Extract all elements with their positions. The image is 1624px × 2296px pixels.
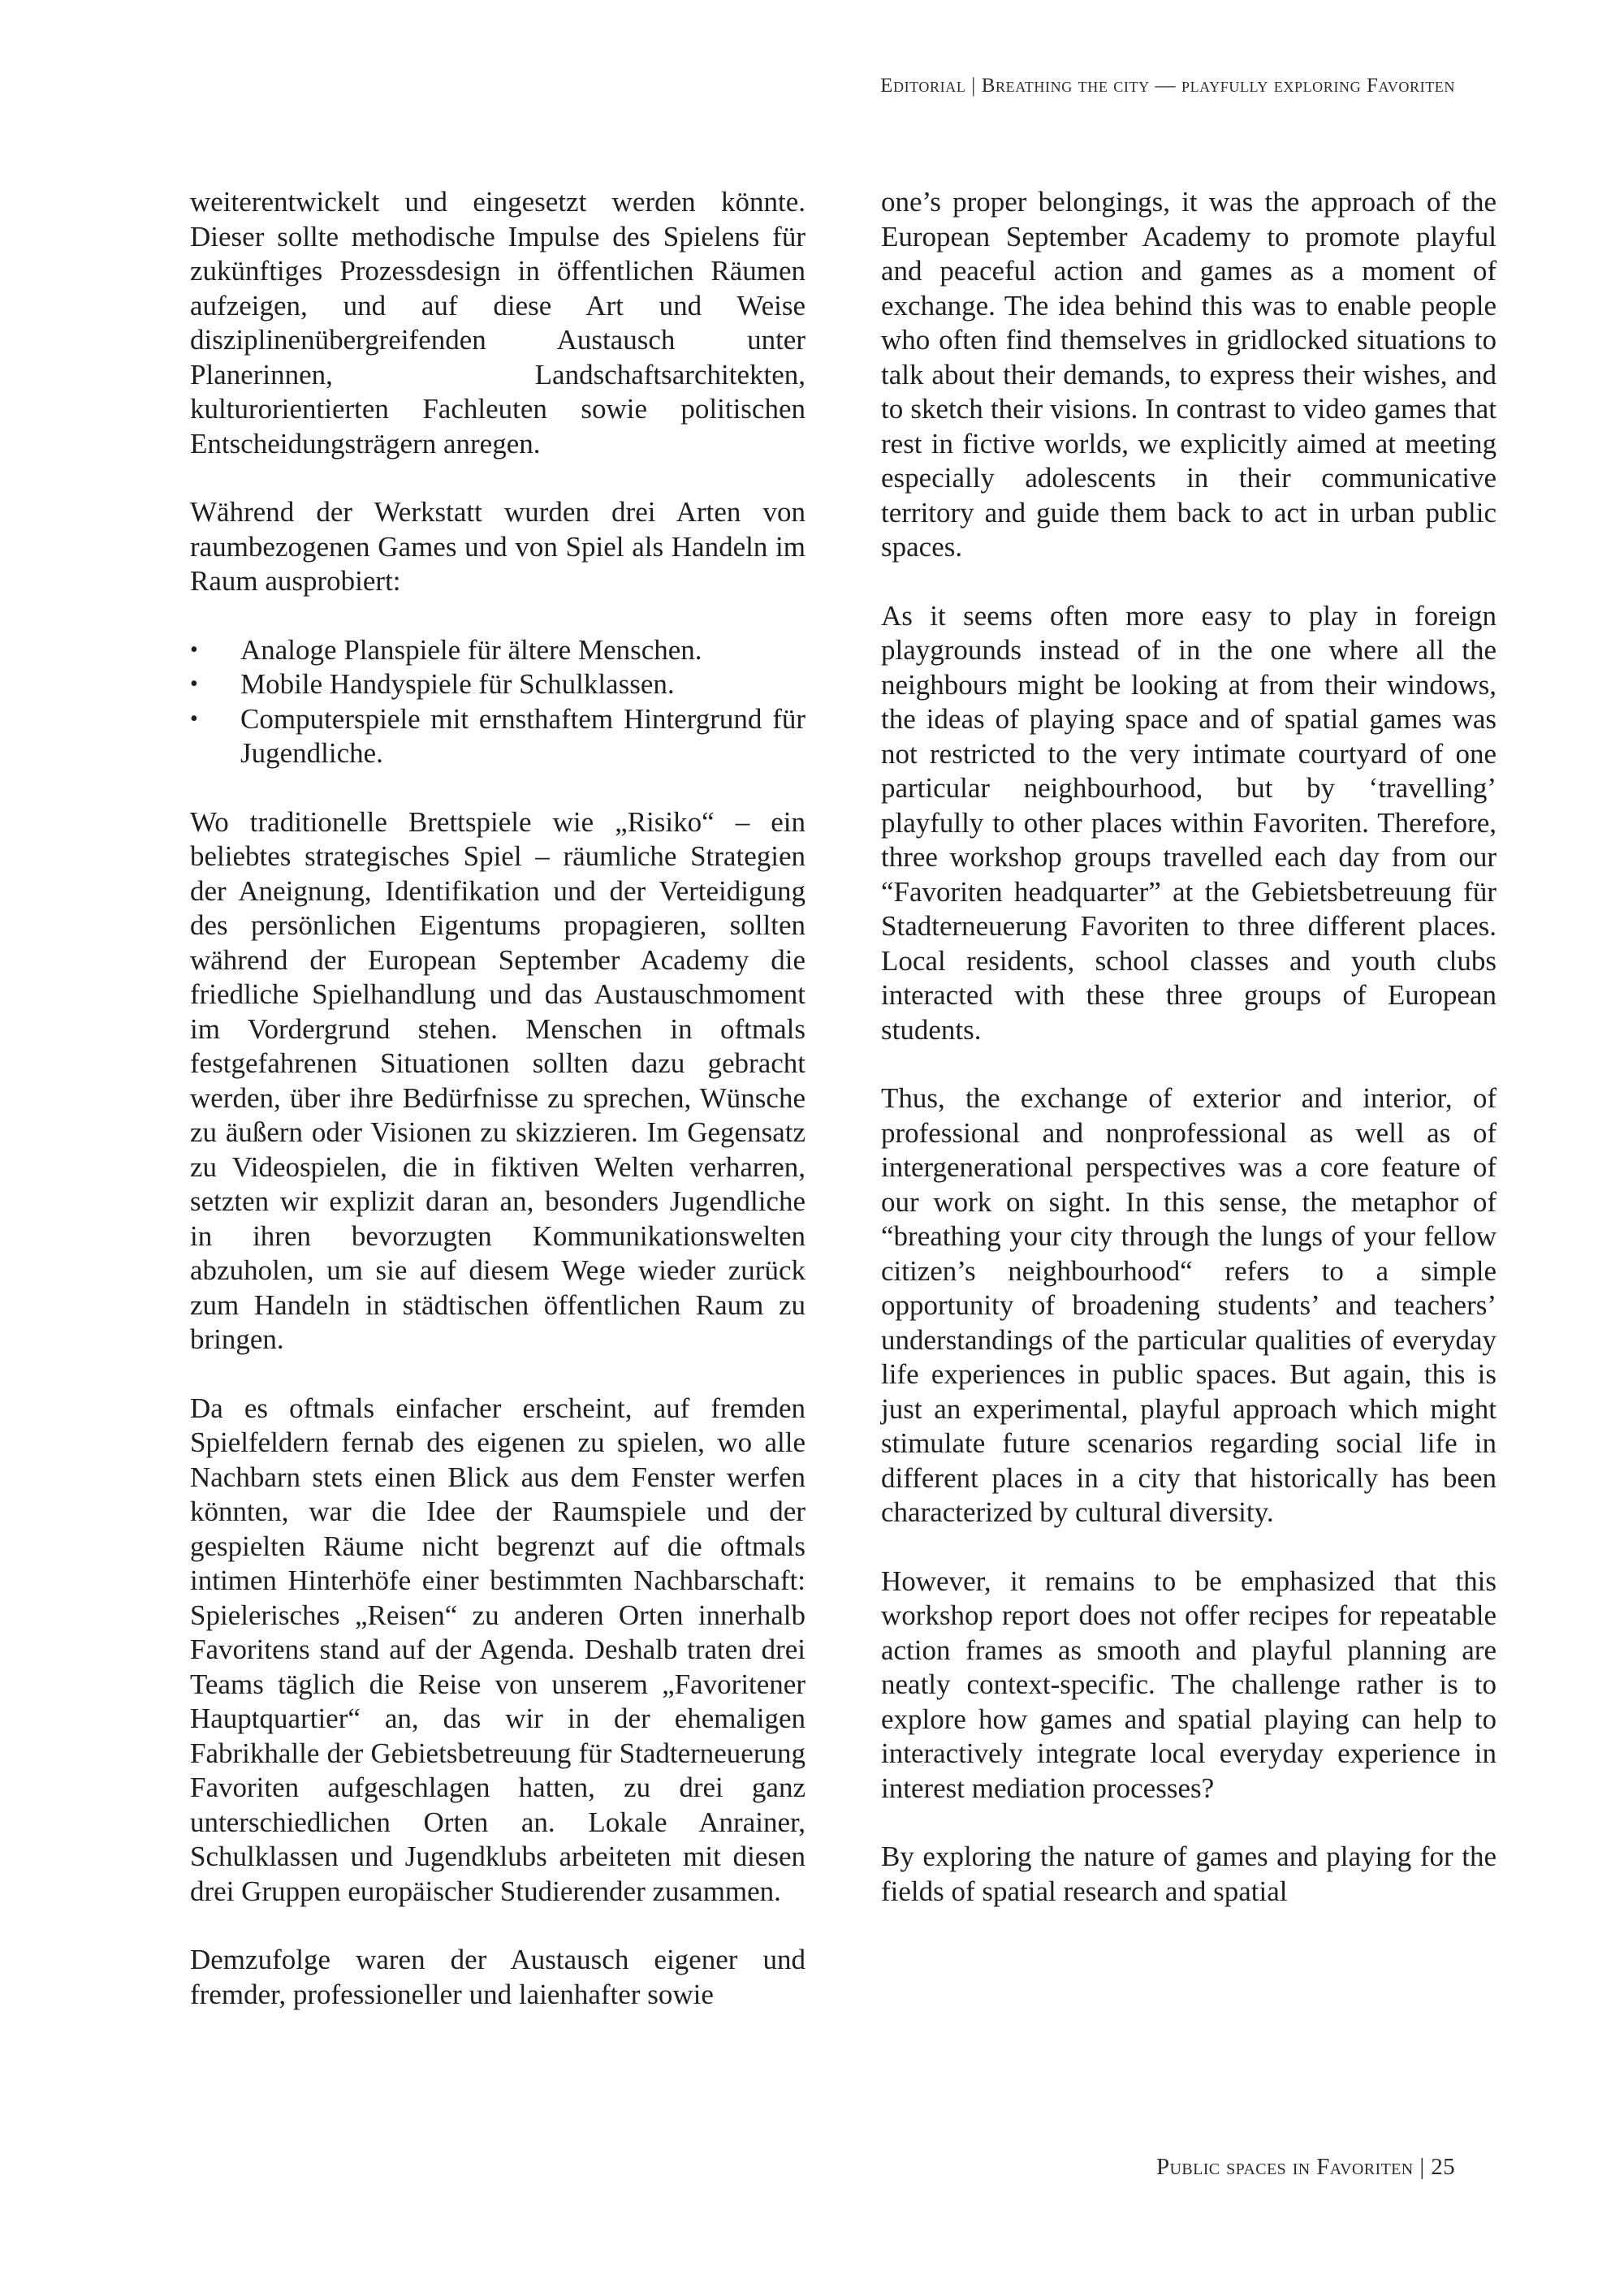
running-footer — [1156, 2154, 1455, 2181]
paragraph: Thus, the exchange of exterior and interior, of professional and nonprofessional as well as of intergenerational perspectives was a core feature of our work on sight. In this sense, the metaphor of “breathing your city through the lungs of your fellow citizen’s neighbourhood“ refers to a simple opportunity of broadening students’ and teachers’ understandings of the particular qualities of everyday life experiences in public spaces. But again, this is just an experimental, playful approach which might stimulate future scenarios regarding social life in different places in a city that historically has been characterized by cultural diversity. — [881, 1082, 1497, 1528]
bullet-list — [190, 633, 806, 771]
paragraph: However, it remains to be emphasized that this workshop report does not offer recipes for repeatable action frames as smooth and playful planning are neatly context-specific. The challenge rather is to explore how games and spatial playing can help to interactively integrate local everyday experience in interest mediation processes? — [881, 1564, 1497, 1804]
paragraph: Während der Werkstatt wurden drei Arten von raumbezogenen Games und von Spiel als Handeln im Raum ausprobiert: — [190, 496, 806, 597]
paragraph: Wo traditionelle Brettspiele wie „Risiko“ – ein beliebtes strategisches Spiel – räumliche Strategien der Aneignung, Identifikation und der Verteidigung des persönlichen Eigentums propagieren, sollten während der European September Academy die friedliche Spielhandlung und das Austauschmoment im Vordergrund stehen. Menschen in oftmals festgefahrenen Situationen sollten dazu gebracht werden, über ihre Bedürfnisse zu sprechen, Wünsche zu äußern oder Visionen zu skizzieren. Im Gegensatz zu Videospielen, die in fiktiven Welten verharren, setzten wir explizit daran an, besonders Jugendliche in ihren bevorzugten Kommunikationswelten abzuholen, um sie auf diesem Wege wieder zurück zum Handeln in städtischen öffentlichen Raum zu bringen. — [190, 805, 806, 1355]
left-column — [190, 185, 806, 2046]
paragraph: weiterentwickelt und eingesetzt werden könnte. Dieser sollte methodische Impulse des Spielens für zukünftiges Prozessdesign in öffentlichen Räumen aufzeigen, und auf diese Art und Weise disziplinenübergreifenden Austausch unter Planerinnen, Landschaftsarchitekten, kulturorientierten Fachleuten sowie politischen Entscheidungsträgern anregen. — [190, 186, 806, 460]
bullet-item: • Computerspiele mit ernsthaftem Hintergrund für Jugendliche. — [190, 702, 806, 771]
paragraph: Da es oftmals einfacher erscheint, auf fremden Spielfeldern fernab des eigenen zu spielen, wo alle Nachbarn stets einen Blick aus dem Fenster werfen könnten, war die Idee der Raumspiele und der gespielten Räume nicht begrenzt auf die oftmals intimen Hinterhöfe einer bestimmten Nachbarschaft: Spielerisches „Reisen“ zu anderen Orten innerhalb Favoritens stand auf der Agenda. Deshalb traten drei Teams täglich die Reise von unserem „Favoritener Hauptquartier“ an, das wir in der ehemaligen Fabrikhalle der Gebietsbetreuung für Stadterneuerung Favoriten aufgeschlagen hatten, zu drei ganz unterschiedlichen Orten an. Lokale Anrainer, Schulklassen und Jugendklubs arbeiteten mit diesen drei Gruppen europäischer Studierender zusammen. — [190, 1392, 806, 1907]
right-column — [881, 185, 1497, 1943]
running-header: Editorial | Breathing the city — playfully exploring Favoriten — [880, 75, 1455, 97]
paragraph: By exploring the nature of games and playing for the fields of spatial research and spatial — [881, 1841, 1497, 1907]
paragraph: As it seems often more easy to play in foreign playgrounds instead of in the one where all the neighbours might be looking at from their windows, the ideas of playing space and of spatial games was not restricted to the very intimate courtyard of one particular neighbourhood, but by ‘travelling’ playfully to other places within Favoriten. Therefore, three workshop groups travelled each day from our “Favoriten headquarter” at the Gebietsbetreuung für Stadterneuerung Favoriten to three different places. Local residents, school classes and youth clubs interacted with these three groups of European students. — [881, 599, 1497, 1046]
bullet-item: • Analoge Planspiele für ältere Menschen. — [190, 633, 806, 668]
page-number: 25 — [1431, 2154, 1455, 2180]
footer-separator: | — [1419, 2154, 1425, 2180]
footer-title: Public spaces in Favoriten — [1155, 2154, 1414, 2180]
paragraph: Demzufolge waren der Austausch eigener und fremder, professioneller und laienhafter sowie — [190, 1944, 806, 2010]
paragraph: one’s proper belongings, it was the approach of the European September Academy to promote playful and peaceful action and games as a moment of exchange. The idea behind this was to enable people who often find themselves in gridlocked situations to talk about their demands, to express their wishes, and to sketch their visions. In contrast to video games that rest in fictive worlds, we explicitly aimed at meeting especially adolescents in their communicative territory and guide them back to act in urban public spaces. — [881, 186, 1497, 563]
bullet-item: • Mobile Handyspiele für Schulklassen. — [190, 667, 806, 702]
